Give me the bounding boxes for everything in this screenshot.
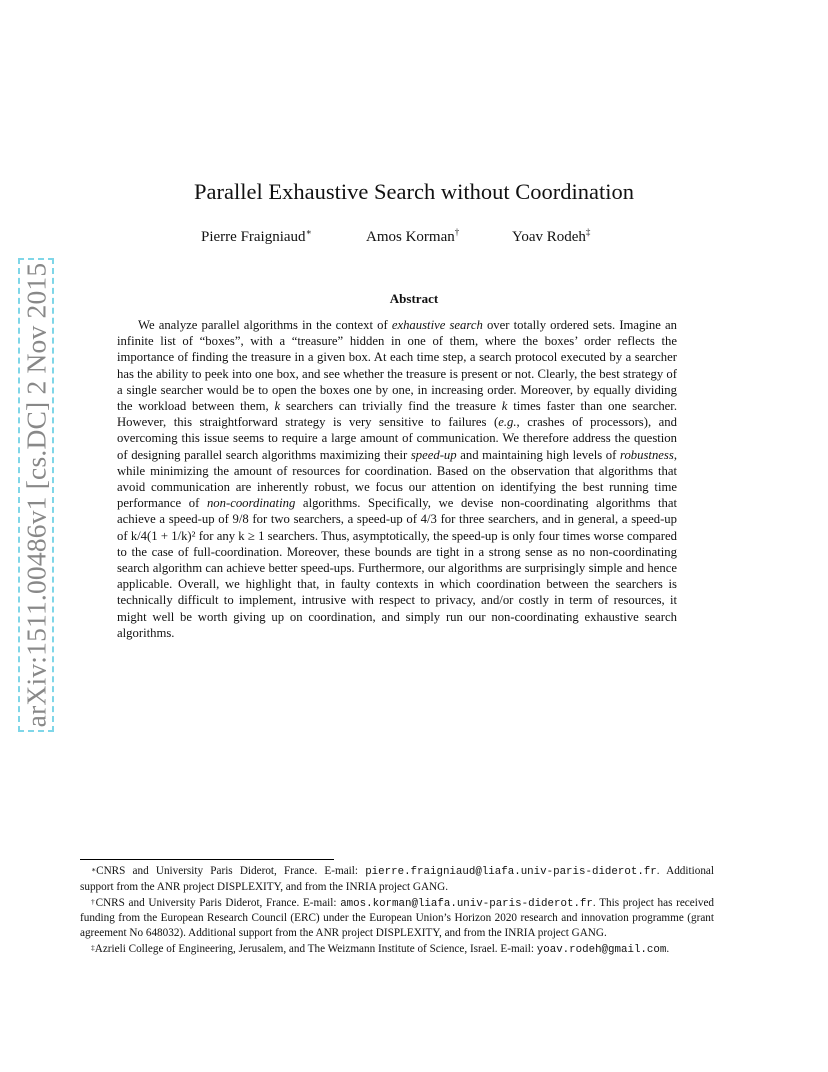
arxiv-watermark-text: arXiv:1511.00486v1 [cs.DC] 2 Nov 2015 — [20, 262, 52, 728]
abstract-emphasis: robustness — [620, 447, 674, 462]
footnote-3 — [80, 942, 714, 958]
footnotes — [80, 864, 714, 959]
abstract-text: over totally ordered sets. Imagine an infinite list of “boxes”, with a “treasure” hidden in one of them, where the boxes’ order reflects the importance of finding the treasure in a given box. At each time step, a search protocol executed by a searcher has the ability to peek into one box, and see whether the treasure is present or not. Clearly, the best strategy of a single searcher would be to open the boxes one by one, in increasing order. Moreover, by equally dividing the workload between them, — [117, 318, 677, 414]
abstract-math: k/4(1 + 1/k)² — [130, 528, 196, 543]
abstract-text: searchers. Thus, asymptotically, the speed-up is only four times worse compared to the case of full-coordination. Moreover, these bounds are tight in a strong sense as no non-coordinating search algorithm can achieve better speed-ups. Furthermore, our algorithms are surprisingly simple and hence applicable. Overall, we highlight that, in faulty contexts in which coordination between the searchers is technically difficult to implement, intrusive with respect to privacy, and/or costly in term of resources, it might well be worth giving up on coordination, and simply run our non-coordinating exhaustive search algorithms. — [117, 528, 677, 640]
author-1-name: Pierre Fraigniaud — [201, 229, 306, 245]
abstract-emphasis: non-coordinating — [206, 496, 296, 511]
footnote-text: Azrieli College of Engineering, Jerusalem, and The Weizmann Institute of Science, Israel. E-mail: — [94, 942, 537, 955]
abstract-heading: Abstract — [389, 291, 439, 306]
abstract-text: and maintaining high levels of — [456, 447, 620, 462]
abstract-emphasis: e.g. — [498, 415, 517, 430]
author-1 — [201, 229, 312, 246]
abstract-text: times faster than one searcher. However, this straightforward strategy is very sensitive to failures ( — [117, 399, 677, 430]
author-3-mark: ‡ — [585, 227, 591, 237]
abstract-text: , while minimizing the amount of resources for coordination. Based on the observation that algorithms that avoid communication are inherently robust, we focus our attention on identifying the best running time performance of — [117, 447, 677, 511]
footnote-mark: ‡ — [91, 942, 95, 952]
author-2 — [366, 229, 459, 246]
footnote-1 — [80, 864, 714, 895]
author-1-mark: ∗ — [305, 227, 312, 237]
footnote-mark: ∗ — [91, 865, 97, 874]
footnote-email[interactable]: yoav.rodeh@gmail.com — [536, 943, 667, 956]
abstract-text: algorithms. Specifically, we devise non-coordinating algorithms that achieve a speed-up of 9/8 for two searchers, a speed-up of 4/3 for three searchers, and in general, a speed-up of — [117, 496, 678, 543]
footnote-text: . — [666, 942, 670, 955]
abstract-math: k — [501, 399, 508, 414]
footnote-text: . This project has received funding from the European Research Council (ERC) under the European Union’s Horizon 2020 research and innovation programme (grant agreement No 648032). Additional support from the ANR project DISPLEXITY, and from the INRIA project GANG. — [80, 896, 714, 940]
footnote-email[interactable]: amos.korman@liafa.univ-paris-diderot.fr — [340, 897, 593, 910]
abstract-text: searchers can trivially find the treasure — [280, 399, 502, 414]
author-3 — [512, 229, 590, 246]
arxiv-watermark — [18, 258, 54, 732]
abstract-body — [117, 317, 677, 641]
abstract-text: for any — [195, 528, 239, 543]
footnote-email[interactable]: pierre.fraigniaud@liafa.univ-paris-diderot.fr — [365, 866, 657, 878]
author-3-name: Yoav Rodeh — [512, 229, 586, 245]
footnote-rule — [80, 859, 334, 860]
author-2-name: Amos Korman — [366, 229, 455, 245]
abstract-emphasis: exhaustive search — [391, 318, 483, 332]
abstract-emphasis: speed-up — [410, 447, 457, 462]
abstract-text: , crashes of processors), and overcoming this issue seems to require a large amount of communication. We therefore address the question of designing parallel search algorithms maximizing their — [117, 415, 677, 462]
footnote-mark: † — [91, 896, 96, 906]
abstract-math: k — [274, 399, 281, 414]
abstract-math: k ≥ 1 — [238, 528, 265, 543]
author-list — [0, 229, 828, 251]
abstract-text: We analyze parallel algorithms in the context of — [138, 318, 392, 332]
author-2-mark: † — [454, 227, 460, 237]
footnote-text: . Additional support from the ANR project DISPLEXITY, and from the INRIA project GANG. — [80, 865, 714, 893]
footnote-text: CNRS and University Paris Diderot, France. E-mail: — [95, 896, 341, 909]
paper-title: Parallel Exhaustive Search without Coordination — [194, 179, 634, 204]
footnote-text: CNRS and University Paris Diderot, France. E-mail: — [96, 865, 366, 877]
footnote-2 — [80, 896, 714, 941]
